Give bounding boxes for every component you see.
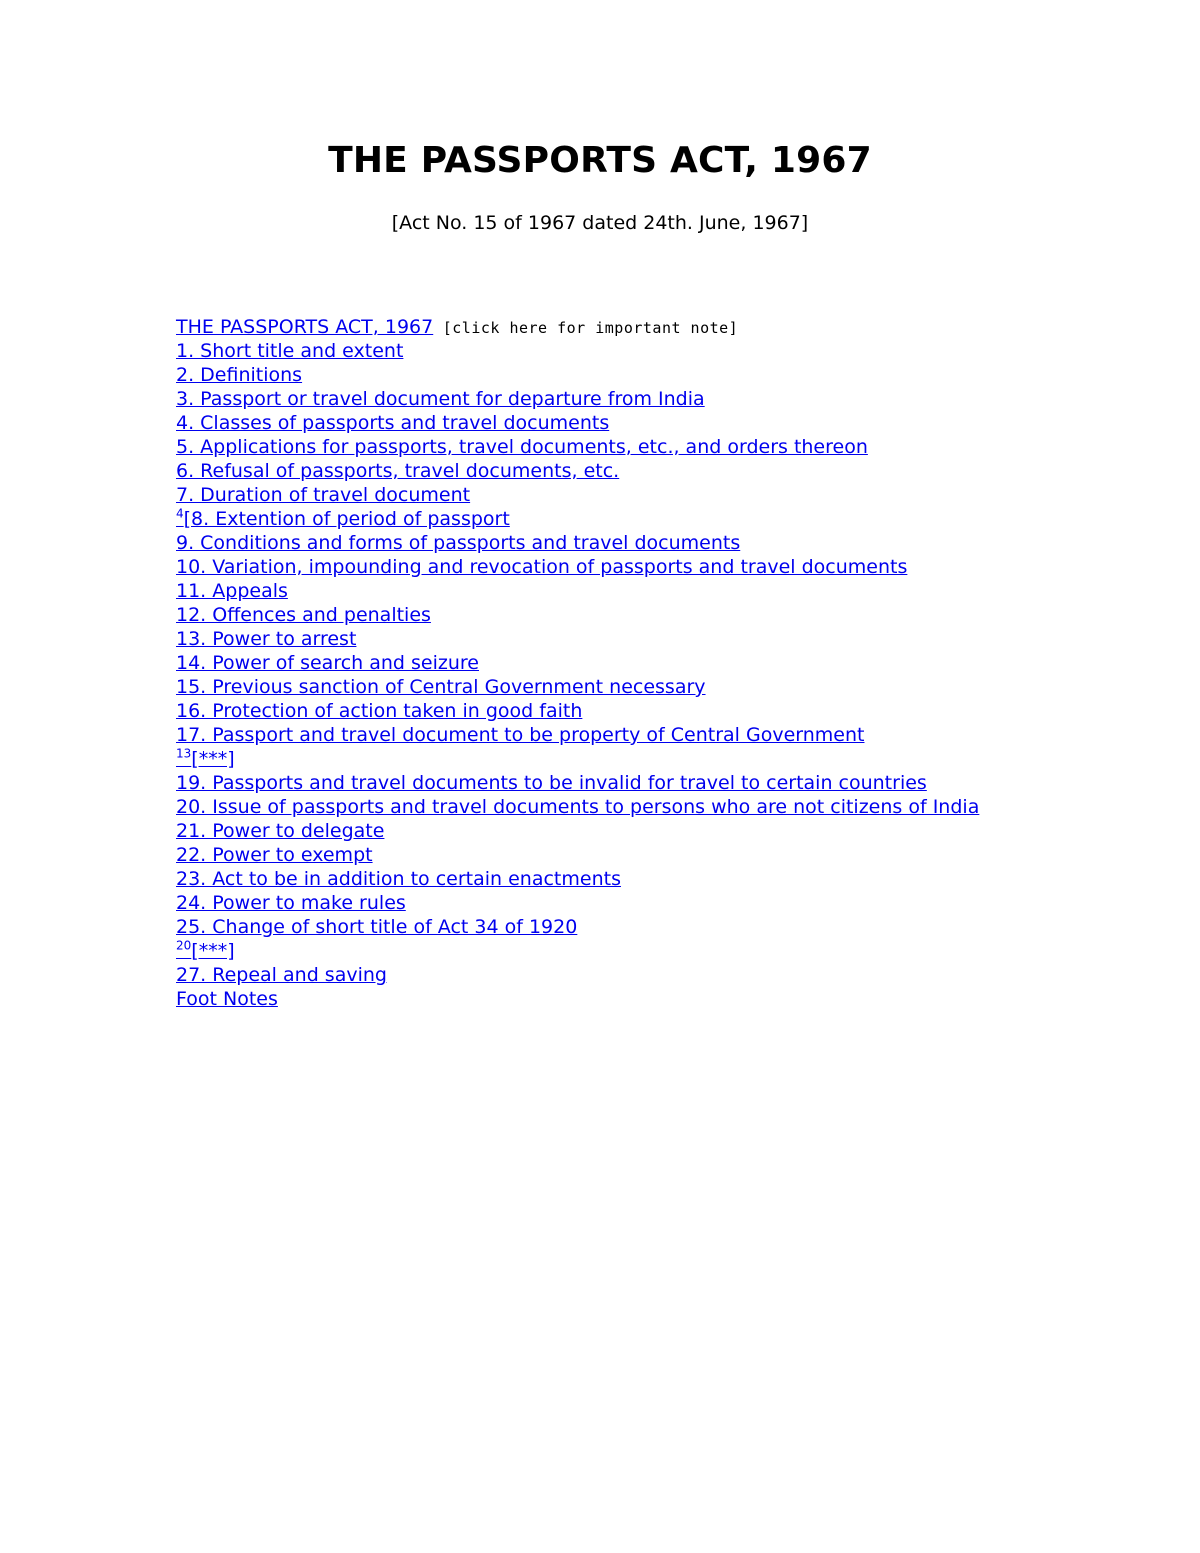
- toc-link-label: 14. Power of search and seizure: [176, 652, 479, 674]
- toc-item: [176, 579, 1176, 603]
- toc-link[interactable]: [176, 820, 384, 842]
- toc-title-link[interactable]: THE PASSPORTS ACT, 1967: [176, 316, 434, 338]
- toc-link-label: 6. Refusal of passports, travel documents, etc.: [176, 460, 620, 482]
- toc-item: [176, 963, 1176, 987]
- toc-link[interactable]: [176, 628, 356, 650]
- toc-link-label: [***]: [191, 940, 235, 962]
- toc-link-label: [***]: [191, 748, 235, 770]
- important-note-text: [click here for important note]: [433, 319, 739, 337]
- toc-item: [176, 747, 1176, 771]
- toc-link-label: 5. Applications for passports, travel documents, etc., and orders thereon: [176, 436, 868, 458]
- toc-link-label: 15. Previous sanction of Central Government necessary: [176, 676, 706, 698]
- toc-link[interactable]: [176, 724, 864, 746]
- footnote-marker: 20: [176, 938, 192, 953]
- toc-link[interactable]: [176, 580, 288, 602]
- toc-link-label: 21. Power to delegate: [176, 820, 385, 842]
- toc-item: [176, 531, 1176, 555]
- toc-item: [176, 627, 1176, 651]
- toc-link-label: 23. Act to be in addition to certain enactments: [176, 868, 621, 890]
- toc-item: [176, 507, 1176, 531]
- toc-link[interactable]: [176, 772, 927, 794]
- toc-link[interactable]: [176, 532, 740, 554]
- toc-link[interactable]: [176, 436, 868, 458]
- toc-link-label: 13. Power to arrest: [176, 628, 357, 650]
- toc-item: [176, 819, 1176, 843]
- toc-link[interactable]: [176, 988, 278, 1010]
- toc-link[interactable]: [176, 388, 705, 410]
- toc-link-label: 17. Passport and travel document to be property of Central Government: [176, 724, 865, 746]
- act-subtitle: [Act No. 15 of 1967 dated 24th. June, 1967]: [391, 212, 809, 234]
- toc-item: [176, 339, 1176, 363]
- toc-link[interactable]: [176, 484, 470, 506]
- footnote-marker: 13: [176, 746, 192, 761]
- toc-link-label: 22. Power to exempt: [176, 844, 373, 866]
- toc-item: [176, 411, 1176, 435]
- toc-link[interactable]: [176, 892, 406, 914]
- toc-link-label: 10. Variation, impounding and revocation of passports and travel documents: [176, 556, 908, 578]
- toc-link-label: 2. Definitions: [176, 364, 303, 386]
- toc-item: [176, 555, 1176, 579]
- toc-link-label: 27. Repeal and saving: [176, 964, 387, 986]
- toc-item: [176, 843, 1176, 867]
- toc-item: [176, 603, 1176, 627]
- toc-link[interactable]: [176, 964, 387, 986]
- toc-item: [176, 867, 1176, 891]
- toc-link[interactable]: [176, 700, 582, 722]
- toc-item: [176, 771, 1176, 795]
- toc-link[interactable]: [176, 940, 235, 962]
- toc-link[interactable]: [176, 364, 302, 386]
- toc-link-label: 7. Duration of travel document: [176, 484, 471, 506]
- toc-link[interactable]: [176, 340, 403, 362]
- toc-link-label: 9. Conditions and forms of passports and travel documents: [176, 532, 741, 554]
- toc-link-label: 16. Protection of action taken in good faith: [176, 700, 583, 722]
- toc-link[interactable]: [176, 916, 577, 938]
- toc-item: [176, 891, 1176, 915]
- toc-item: [176, 939, 1176, 963]
- toc-item: [176, 915, 1176, 939]
- toc-item: [176, 363, 1176, 387]
- toc-link-label: 4. Classes of passports and travel documents: [176, 412, 610, 434]
- toc-link-label: 19. Passports and travel documents to be invalid for travel to certain countries: [176, 772, 927, 794]
- toc-link[interactable]: [176, 748, 235, 770]
- toc-item: [176, 435, 1176, 459]
- toc-link-label: 1. Short title and extent: [176, 340, 404, 362]
- toc-list: [176, 339, 1176, 1011]
- toc-item: [176, 651, 1176, 675]
- toc-item: [176, 387, 1176, 411]
- footnote-marker: 4: [176, 506, 184, 521]
- toc-item: [176, 699, 1176, 723]
- toc-link[interactable]: [176, 796, 979, 818]
- toc-link[interactable]: [176, 676, 706, 698]
- toc-link-label: Foot Notes: [176, 988, 278, 1010]
- toc-link-label: 25. Change of short title of Act 34 of 1920: [176, 916, 578, 938]
- toc-header-row: [176, 315, 1176, 339]
- toc-item: [176, 723, 1176, 747]
- table-of-contents: [176, 315, 1176, 1011]
- toc-link[interactable]: [176, 412, 609, 434]
- toc-link-label: [8. Extention of period of passport: [183, 508, 510, 530]
- toc-link-label: 11. Appeals: [176, 580, 288, 602]
- toc-link[interactable]: [176, 508, 510, 530]
- toc-item: [176, 459, 1176, 483]
- page-title: THE PASSPORTS ACT, 1967: [328, 140, 872, 181]
- toc-item: [176, 483, 1176, 507]
- toc-item: [176, 795, 1176, 819]
- toc-link[interactable]: [176, 604, 431, 626]
- toc-link-label: 24. Power to make rules: [176, 892, 406, 914]
- toc-link[interactable]: [176, 844, 373, 866]
- toc-link[interactable]: [176, 460, 619, 482]
- toc-item: [176, 987, 1176, 1011]
- toc-link-label: 3. Passport or travel document for departure from India: [176, 388, 705, 410]
- toc-link[interactable]: [176, 868, 621, 890]
- toc-item: [176, 675, 1176, 699]
- toc-link[interactable]: [176, 556, 907, 578]
- toc-link[interactable]: [176, 652, 479, 674]
- toc-link-label: 12. Offences and penalties: [176, 604, 431, 626]
- toc-link-label: 20. Issue of passports and travel documents to persons who are not citizens of India: [176, 796, 980, 818]
